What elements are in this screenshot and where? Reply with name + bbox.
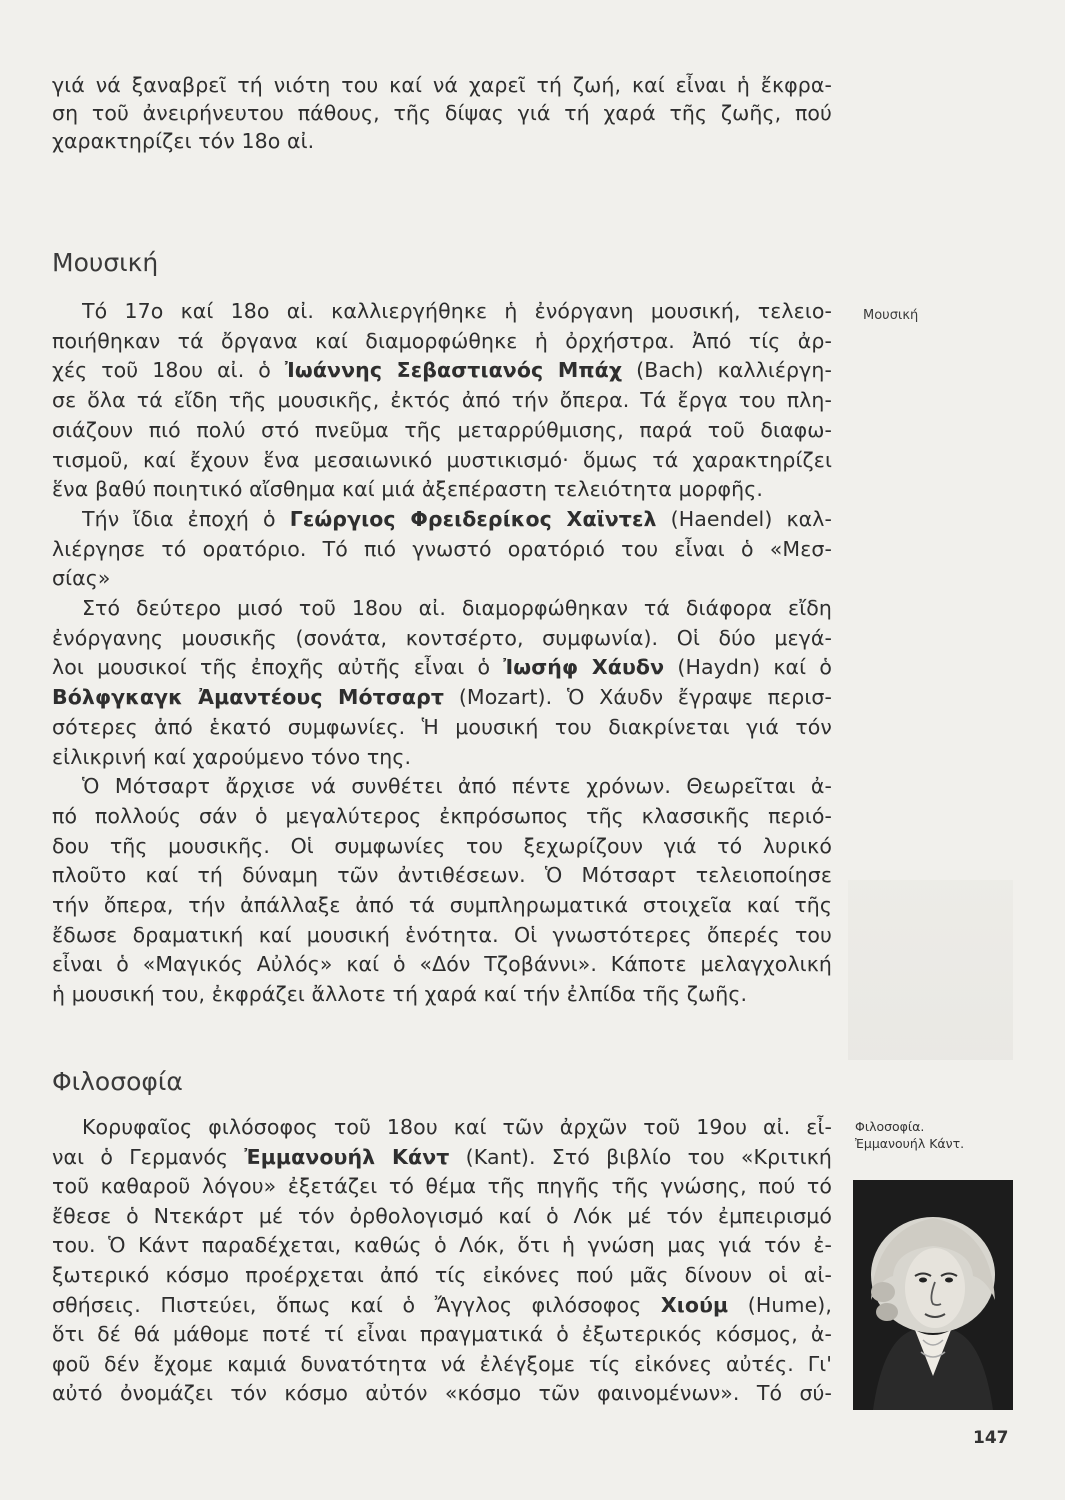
text-line: ἡ μουσική του, ἐκφράζει ἄλλοτε τή χαρά καί τήν ἐλπίδα τῆς ζωῆς. — [52, 982, 748, 1007]
text-fragment: (Mozart). Ὁ Χάυδν ἔγραψε περισ- — [444, 685, 832, 710]
music-margin-label: Μουσική — [863, 308, 919, 323]
text-line — [52, 654, 832, 680]
text-line: τισμοῦ, καί ἔχουν ἕνα μεσαιωνικό μυστικισμό· ὅμως τά χαρακτηρίζει — [52, 447, 832, 472]
text-line: σίας» — [52, 566, 111, 591]
text-line: Κορυφαῖος φιλόσοφος τοῦ 18ου καί τῶν ἀρχῶν τοῦ 19ου αἰ. εἶ- — [82, 1115, 832, 1139]
text-fragment: ναι ὁ Γερμανός — [52, 1144, 245, 1169]
text-line: σε ὅλα τά εἴδη τῆς μουσικῆς, ἐκτός ἀπό τήν ὄπερα. Τά ἔργα του πλη- — [52, 388, 832, 413]
text-fragment: χές τοῦ 18ου αἰ. ὁ — [52, 358, 285, 383]
text-line: Τό 17ο καί 18ο αἰ. καλλιεργήθηκε ἡ ἐνόργανη μουσική, τελειο- — [82, 299, 832, 323]
bold-name: Ἰωάννης Σεβαστιανός Μπάχ — [284, 358, 623, 383]
caption-line-2: Ἐμμανουήλ Κάντ. — [855, 1136, 965, 1151]
text-line: ἔδωσε δραματική καί μουσική ἑνότητα. Οἱ γνωστότερες ὄπερές του — [52, 922, 832, 947]
text-line: ὅτι δέ θά μάθομε ποτέ τί εἶναι πραγματικά ὁ ἐξωτερικός κόσμος, ἀ- — [52, 1322, 832, 1347]
text-line: ξωτερικό κόσμο προέρχεται ἀπό τίς εἰκόνες πού μᾶς δίνουν οἱ αἰ- — [52, 1263, 832, 1287]
text-fragment: (Haydn) καί ὁ — [664, 655, 832, 680]
bold-name: Ἰωσήφ Χάυδν — [503, 655, 665, 680]
text-line: Στό δεύτερο μισό τοῦ 18ου αἰ. διαμορφώθηκαν τά διάφορα εἴδη — [82, 596, 832, 620]
text-line: ἕνα βαθύ ποιητικό αἴσθημα καί μιά ἀξεπέραστη τελειότητα μορφῆς. — [52, 477, 764, 502]
bold-name: Ἐμμανουήλ Κάντ — [244, 1144, 450, 1169]
text-fragment: Τήν ἴδια ἐποχή ὁ — [82, 506, 290, 531]
text-line — [82, 506, 832, 532]
text-line: γιά νά ξαναβρεῖ τή νιότη του καί νά χαρεῖ τή ζωή, καί εἶναι ἡ ἔκφρα- — [52, 73, 832, 97]
text-line: τήν ὄπερα, τήν ἀπάλλαξε ἀπό τά συμπληρωματικά στοιχεῖα καί τῆς — [52, 893, 832, 917]
text-fragment: λοι μουσικοί τῆς ἐποχῆς αὐτῆς εἶναι ὁ — [52, 655, 504, 680]
text-line: ἔθεσε ὁ Ντεκάρτ μέ τόν ὀρθολογισμό καί ὁ Λόκ μέ τόν ἐμπειρισμό — [52, 1203, 832, 1228]
page-number: 147 — [973, 1428, 1009, 1448]
text-line: αὐτό ὀνομάζει τόν κόσμο αὐτόν «κόσμο τῶν φαινομένων». Τό σύ- — [52, 1381, 832, 1406]
text-line: εἶναι ὁ «Μαγικός Αὐλός» καί ὁ «Δόν Τζοβάννι». Κάποτε μελαγχολική — [52, 952, 832, 977]
text-line — [52, 1144, 832, 1170]
text-fragment: (Kant). Στό βιβλίο του «Κριτική — [449, 1144, 832, 1169]
text-fragment: (Haendel) καλ- — [656, 506, 832, 531]
text-line: σιάζουν πιό πολύ στό πνεῦμα τῆς μεταρρύθμισης, παρά τοῦ διαφω- — [52, 417, 832, 442]
philosophy-heading: Φιλοσοφία — [52, 1067, 183, 1096]
portrait-caption — [855, 1118, 964, 1152]
text-line: πλοῦτο καί τή δύναμη τῶν ἀντιθέσεων. Ὁ Μότσαρτ τελειοποίησε — [52, 863, 832, 888]
text-line: ση τοῦ ἀνειρήνευτου πάθους, τῆς δίψας γιά τή χαρά τῆς ζωῆς, πού — [52, 101, 832, 125]
kant-portrait — [853, 1180, 1013, 1410]
music-heading: Μουσική — [52, 248, 159, 277]
text-line: εἰλικρινή καί χαρούμενο τόνο της. — [52, 744, 412, 769]
faded-margin-image — [848, 880, 1013, 1060]
text-line: χαρακτηρίζει τόν 18ο αἰ. — [52, 129, 315, 153]
text-line — [52, 1292, 832, 1318]
text-line: ἐνόργανης μουσικῆς (σονάτα, κοντσέρτο, συμφωνία). Οἱ δύο μεγά- — [52, 625, 832, 650]
text-line — [52, 684, 832, 710]
text-line: λιέργησε τό ορατόριο. Τό πιό γνωστό ορατόριό του εἶναι ὁ «Μεσ- — [52, 536, 832, 561]
text-fragment: (Bach) καλλιέργη- — [622, 358, 832, 383]
text-line: ποιήθηκαν τά ὄργανα καί διαμορφώθηκε ἡ ὀρχήστρα. Ἀπό τίς ἀρ- — [52, 328, 832, 353]
text-line — [52, 357, 832, 383]
caption-line-1: Φιλοσοφία. — [855, 1119, 925, 1134]
text-line: πό πολλούς σάν ὁ μεγαλύτερος ἐκπρόσωπος τῆς κλασσικῆς περιό- — [52, 803, 832, 828]
text-fragment: (Hume), — [728, 1292, 832, 1317]
text-line: Ὁ Μότσαρτ ἄρχισε νά συνθέτει ἀπό πέντε χρόνων. Θεωρεῖται ἀ- — [82, 774, 832, 799]
text-line: του. Ὁ Κάντ παραδέχεται, καθώς ὁ Λόκ, ὅτι ἡ γνώση μας γιά τόν ἐ- — [52, 1233, 832, 1258]
text-line: τοῦ καθαροῦ λόγου» ἐξετάζει τό θέμα τῆς πηγῆς τῆς γνώσης, πού τό — [52, 1174, 832, 1199]
text-fragment: σθήσεις. Πιστεύει, ὅπως καί ὁ Ἄγγλος φιλόσοφος — [52, 1292, 661, 1317]
text-line: σότερες ἀπό ἑκατό συμφωνίες. Ἡ μουσική του διακρίνεται γιά τόν — [52, 714, 832, 739]
bold-name: Βόλφγκαγκ Ἀμαντέους Μότσαρτ — [52, 685, 445, 710]
kant-portrait-drawing — [853, 1180, 1013, 1410]
bold-name: Χιούμ — [660, 1292, 729, 1317]
text-line: φοῦ δέν ἔχομε καμιά δυνατότητα νά ἐλέγξομε τίς εἰκόνες αὐτές. Γι' — [52, 1351, 832, 1376]
text-line: δου τῆς μουσικῆς. Οἱ συμφωνίες του ξεχωρίζουν γιά τό λυρικό — [52, 833, 832, 858]
bold-name: Γεώργιος Φρειδερίκος Χαϊντελ — [289, 506, 657, 531]
